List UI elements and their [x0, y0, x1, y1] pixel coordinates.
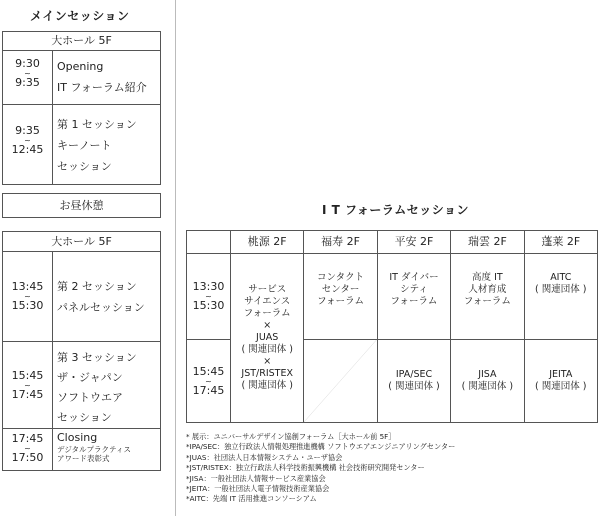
room-header: 平安 2F — [377, 231, 450, 254]
table-corner — [187, 231, 231, 254]
footnote: * 展示：ユニバーサルデザイン協創フォーラム［大ホール前 5F］ — [186, 432, 396, 441]
session-label: 第 2 セッション パネルセッション — [57, 280, 145, 314]
room-header: 蓬莱 2F — [524, 231, 597, 254]
room-header: 桃源 2F — [231, 231, 304, 254]
footnote: *JUAS：社団法人日本情報システム・ユーザ協会 — [186, 452, 343, 462]
it-forum-table — [186, 230, 598, 423]
session-label: Closing デジタルプラクティス アワード表彰式 — [57, 431, 131, 463]
time-slot: 9:30 ~ 9:35 — [15, 57, 40, 89]
it-forum-title: I T フォーラムセッション — [322, 203, 470, 217]
footnote: *JISA：一般社団法人情報サービス産業協会 — [186, 473, 326, 483]
time-slot: 15:45 ~ 17:45 — [11, 369, 44, 401]
main-block-afternoon — [2, 231, 161, 471]
session-cell-service-science: サービス サイエンス フォーラム × JUAS ( 関連団体 ) × JST/RISTEX ( 関連団体 ) — [231, 254, 304, 423]
hall-header: 大ホール 5F — [3, 232, 160, 252]
empty-cell — [304, 340, 377, 423]
footnote: *JST/RISTEX：独立行政法人科学技術振興機構 社会技術研究開発センター — [186, 463, 425, 473]
footnote: *JEITA：一般社団法人電子情報技術産業協会 — [186, 484, 330, 494]
session-label: Opening IT フォーラム紹介 — [57, 60, 147, 94]
diagonal-slash — [304, 340, 376, 422]
footnote: *AITC：先端 IT 活用推進コンソーシアム — [186, 494, 317, 504]
lunch-break: お昼休憩 — [2, 193, 161, 218]
time-slot: 9:35 ~ 12:45 — [11, 124, 44, 156]
time-slot: 17:45 ~ 17:50 — [11, 432, 44, 464]
time-slot: 15:45 ~ 17:45 — [187, 340, 231, 423]
footnote: *IPA/SEC：独立行政法人情報処理推進機構 ソフトウエアエンジニアリングセンター — [186, 442, 456, 452]
session-cell-jeita: JEITA ( 関連団体 ) — [524, 340, 597, 423]
footnotes — [186, 432, 598, 505]
session-cell-it-diversity: IT ダイバー シティ フォーラム — [377, 254, 450, 340]
hall-header: 大ホール 5F — [3, 32, 160, 51]
time-slot: 13:45 ~ 15:30 — [11, 280, 44, 312]
room-header: 福寿 2F — [304, 231, 377, 254]
session-cell-jisa: JISA ( 関連団体 ) — [451, 340, 524, 423]
room-header: 瑞雲 2F — [451, 231, 524, 254]
session-cell-advanced-it: 高度 IT 人材育成 フォーラム — [451, 254, 524, 340]
time-slot: 13:30 ~ 15:30 — [187, 254, 231, 340]
session-label: 第 3 セッション ザ・ジャパン ソフトウエア セッション — [57, 351, 137, 424]
session-cell-contact-center: コンタクト センター フォーラム — [304, 254, 377, 340]
main-block-morning — [2, 31, 161, 185]
divider-line — [175, 0, 176, 516]
session-cell-ipa-sec: IPA/SEC ( 関連団体 ) — [377, 340, 450, 423]
session-label: 第 1 セッション キーノート セッション — [57, 118, 137, 173]
main-session-title: メインセッション — [30, 9, 130, 23]
session-cell-aitc: AITC ( 関連団体 ) — [524, 254, 597, 340]
